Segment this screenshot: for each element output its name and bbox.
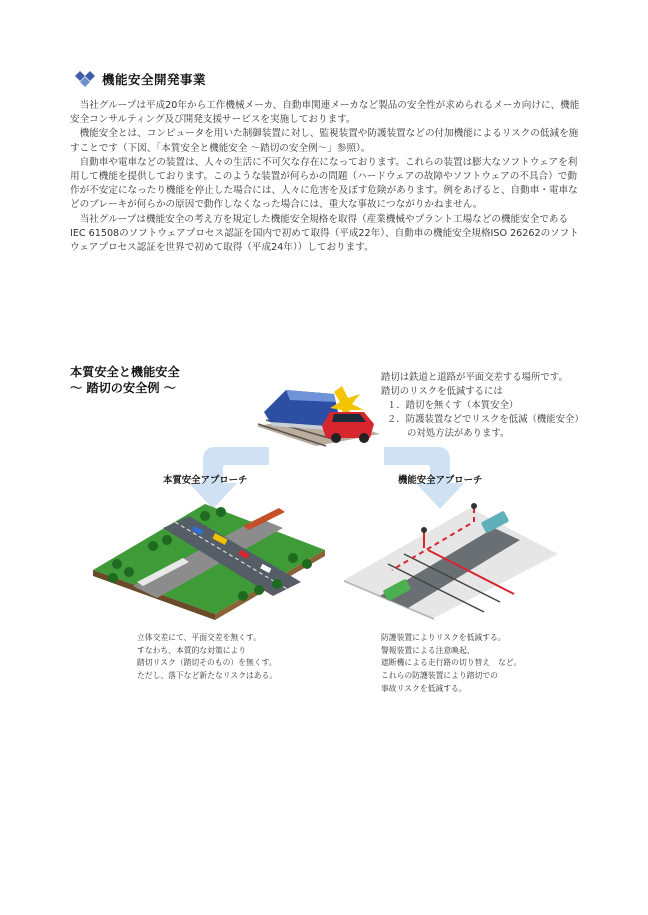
diagram-intro [381, 371, 584, 441]
railroad-crossing-illustration [344, 498, 558, 620]
caption-line: 警報装置による注意喚起、 [381, 645, 475, 655]
caption-line: 事故リスクを低減する。 [381, 683, 467, 693]
right-caption [381, 632, 521, 696]
caption-line: 遮断機による走行路の切り替え など。 [381, 658, 522, 668]
intro-item: ２．防護装置などでリスクを低減（機能安全） [387, 414, 584, 425]
paragraph: 当社グループは平成20年から工作機械メーカ、自動車関連メーカなど製品の安全性が求められるメーカ向けに、機能安全コンサルティング及び開発支援サービスを実施しております。 [70, 100, 580, 126]
paragraph: 当社グループは機能安全の考え方を規定した機能安全規格を取得（産業機械やプラント工場などの機能安全であるIEC 61508のソフトウェアプロセス認証を国内で初めて取得（平成22年）、自動車の機能安全規格ISO 26262のソフトウェアプロセス認証を世界で初めて取得（平成24年））しております。 [70, 213, 579, 254]
caption-line: 防護装置によりリスクを低減する。 [381, 633, 506, 642]
intro-line: 踏切は鉄道と道路が平面交差する場所です。 [381, 372, 568, 383]
overpass-illustration [93, 498, 325, 620]
diagram-title [70, 364, 180, 396]
train-car-crash-illustration [256, 382, 380, 452]
left-approach-label: 本質安全アプローチ [163, 475, 248, 486]
intro-item: １．踏切を無くす（本質安全） [387, 400, 519, 411]
intro-item-cont: の対処方法があります。 [407, 428, 510, 439]
intro-line: 踏切のリスクを低減するには [381, 386, 503, 397]
paragraph: 自動車や電車などの装置は、人々の生活に不可欠な存在になっております。これらの装置は膨大なソフトウェアを利用して機能を提供しております。このような装置が何らかの問題（ハードウェアの故障やソフトウェアの不具合）で動作が不安定になったり機能を停止した場合には、人々に危害を及ぼす危険があります。例をあげると、自動車・電車などのブレーキが何らかの原因で動作しなくなった場合には、重大な事故につながりかねません。 [70, 156, 578, 211]
caption-line: すなわち、本質的な対策により [137, 645, 247, 655]
left-caption [137, 632, 277, 683]
caption-line: これらの防護装置により踏切での [381, 671, 498, 681]
section-title: 機能安全開発事業 [102, 72, 207, 87]
caption-line: 立体交差にて、平面交差を無くす。 [137, 633, 261, 642]
paragraph: 機能安全とは、コンピュータを用いた制御装置に対し、監視装置や防護装置などの付加機能によるリスクの低減を施すことです（下図、「本質安全と機能安全 〜踏切の安全例〜」参照）。 [70, 128, 579, 154]
body-text [70, 99, 580, 255]
diagram-title-line2: 〜 踏切の安全例 〜 [70, 381, 176, 395]
blue-diamond-logo-icon [74, 71, 96, 87]
diagram-title-line1: 本質安全と機能安全 [70, 365, 180, 379]
caption-line: ただし、落下など新たなリスクはある。 [137, 671, 278, 681]
caption-line: 踏切リスク（踏切そのもの）を無くす。 [137, 658, 277, 668]
section-heading [74, 70, 206, 88]
right-approach-label: 機能安全アプローチ [398, 475, 483, 486]
